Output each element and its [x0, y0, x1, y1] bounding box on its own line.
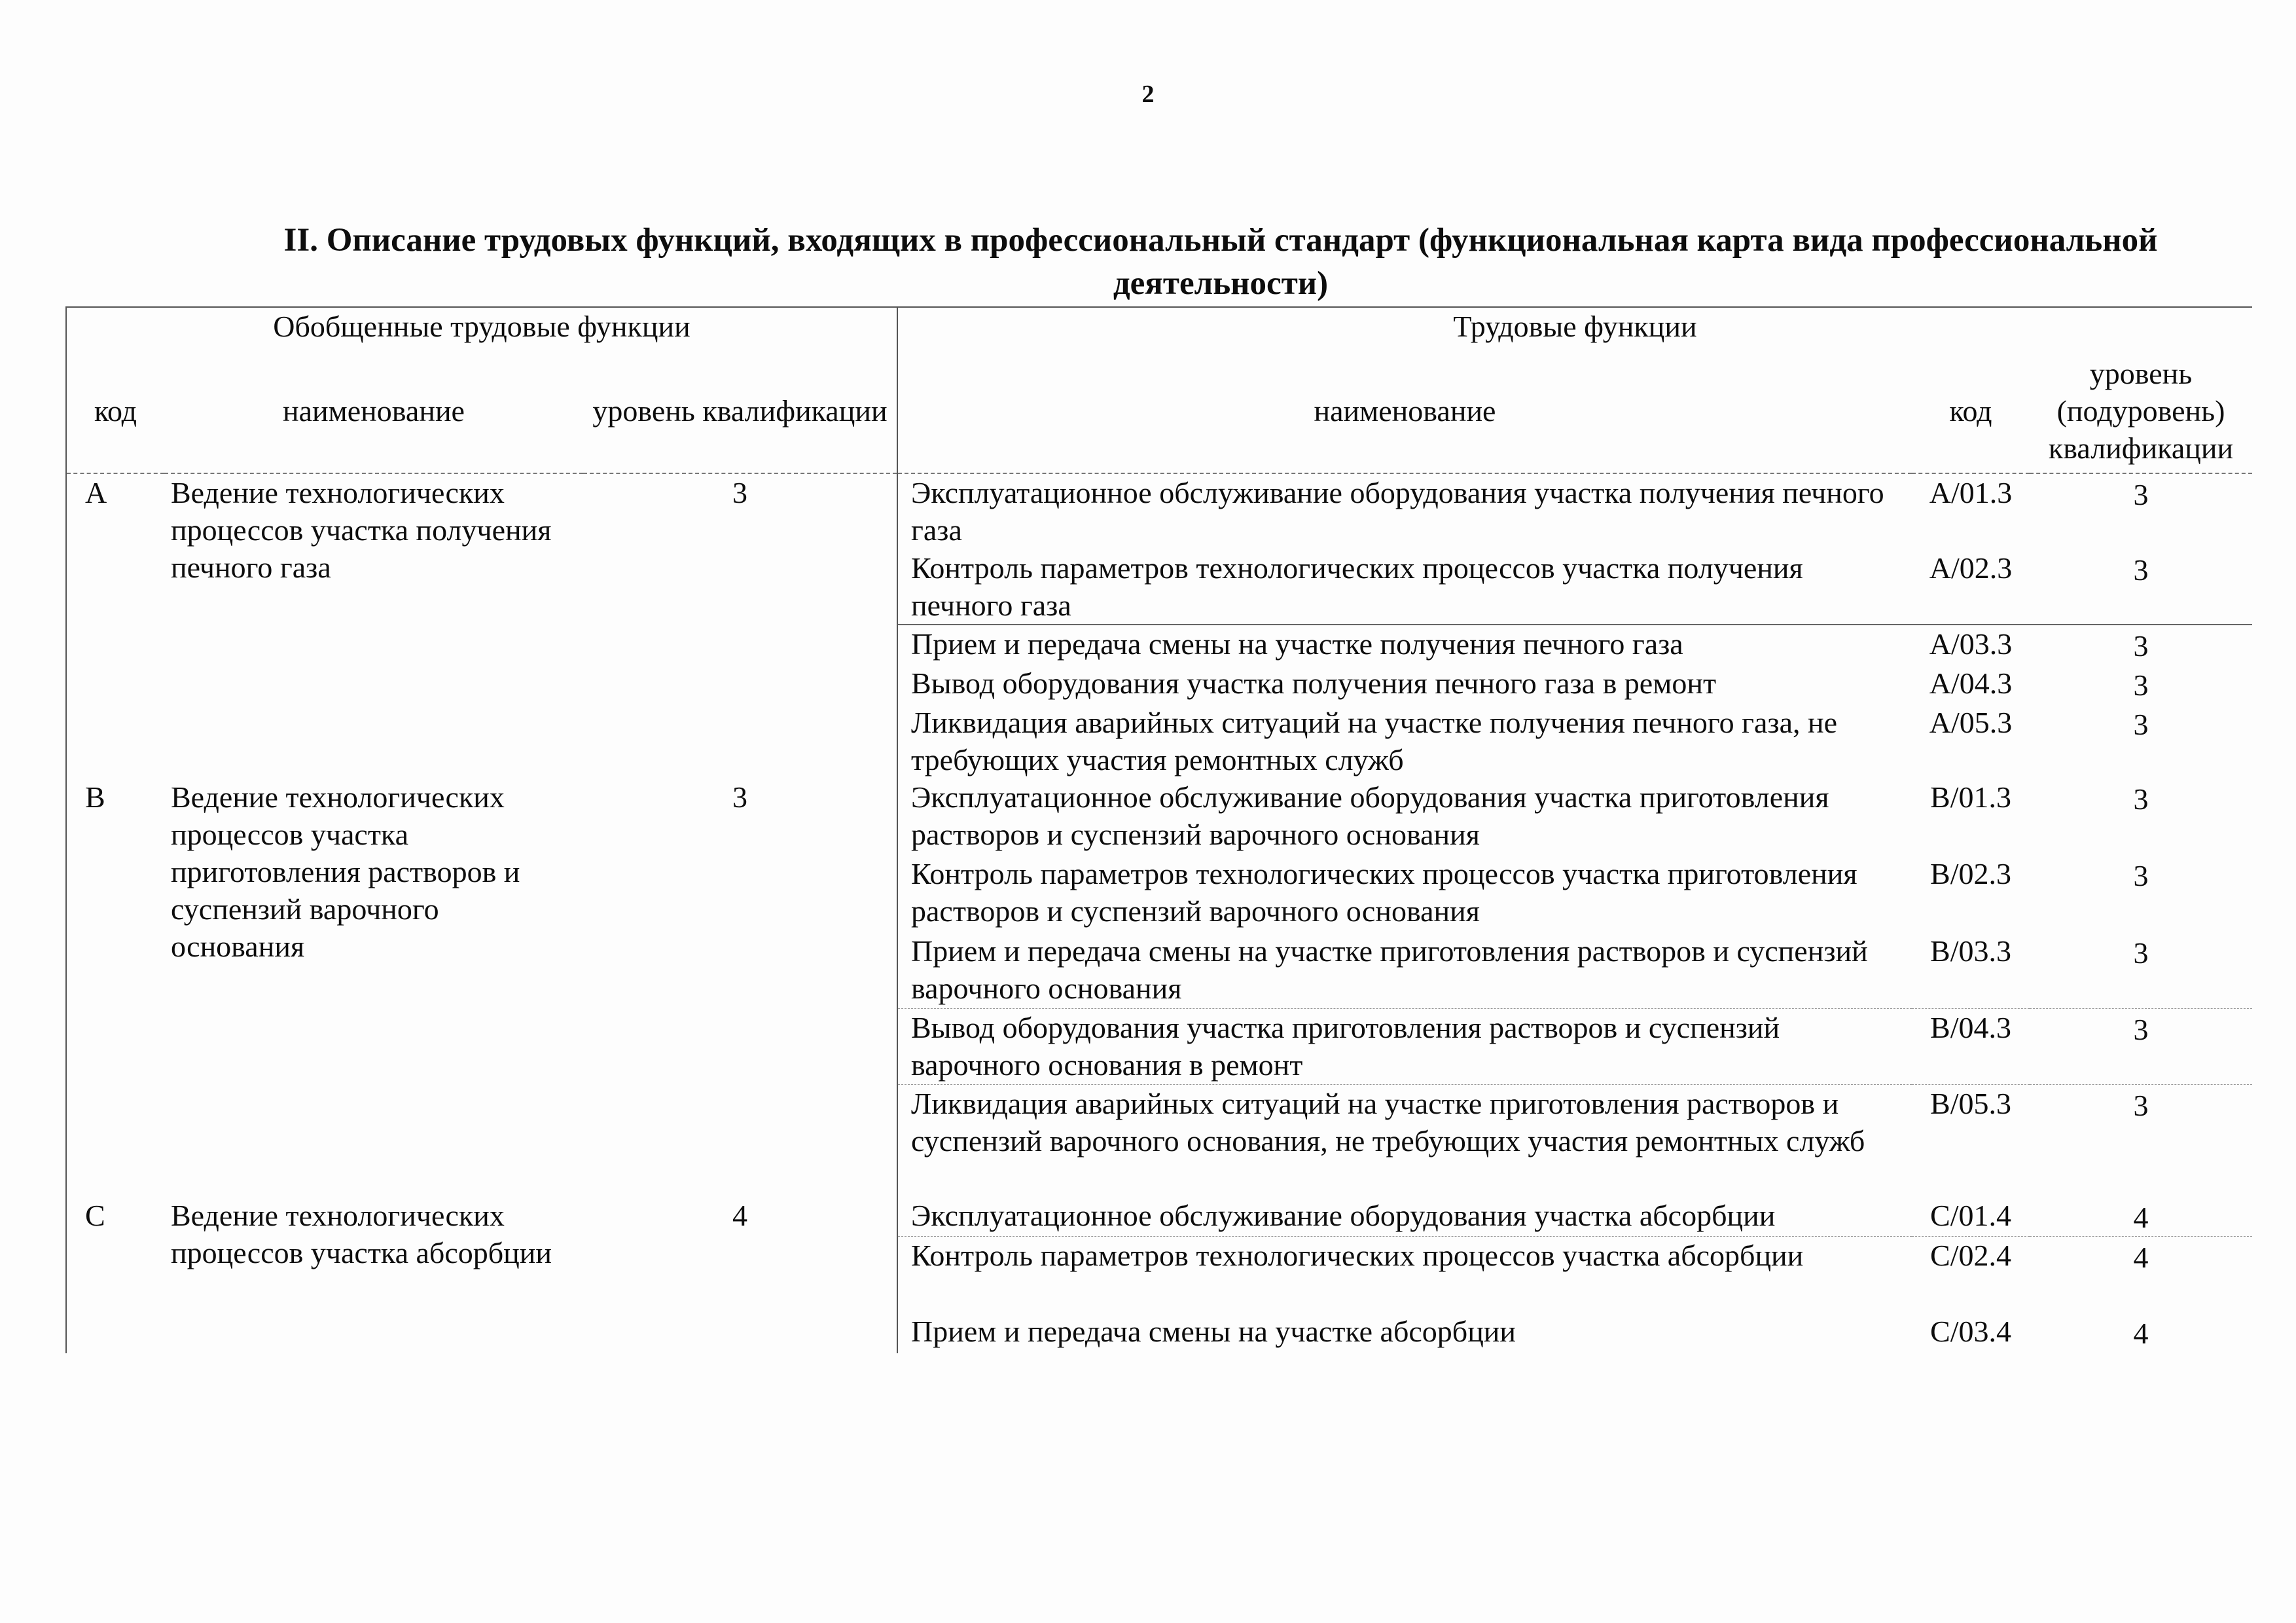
function-level: 3	[2030, 932, 2252, 1008]
header-column-row	[66, 348, 2252, 473]
function-code: B/02.3	[1930, 857, 2011, 890]
function-name: Эксплуатационное обслуживание оборудования участка получения печного газа	[897, 473, 1912, 549]
function-code: A/05.3	[1929, 706, 2013, 739]
table-row	[66, 778, 2252, 855]
function-level: 3	[2133, 553, 2149, 587]
header-function-level: уровень (подуровень) квалификации	[2030, 348, 2252, 473]
function-level: 3	[2133, 708, 2149, 741]
function-name: Вывод оборудования участка приготовления растворов и суспензий варочного основания в ремонт	[897, 1008, 1912, 1084]
header-function-name: наименование	[897, 348, 1912, 473]
function-code: C/01.4	[1912, 1197, 2030, 1237]
functional-map-table	[65, 306, 2252, 1353]
page-title: II. Описание трудовых функций, входящих в профессиональный стандарт (функциональная карта вида профессиональной деятельности)	[283, 222, 2158, 302]
function-name: Прием и передача смены на участке приготовления растворов и суспензий варочного основания	[897, 932, 1912, 1008]
function-name: Ликвидация аварийных ситуаций на участке приготовления растворов и суспензий варочного основания, не требующих участия ремонтных служб	[897, 1084, 1912, 1197]
table-row	[66, 473, 2252, 549]
function-level: 3	[2133, 668, 2149, 702]
function-name: Вывод оборудования участка получения печного газа в ремонт	[897, 665, 1912, 704]
header-generalized-functions: Обобщенные трудовые функции	[66, 307, 897, 348]
function-level: 3	[2133, 859, 2149, 892]
function-code: B/03.3	[1912, 932, 2030, 1008]
header-code: код	[66, 348, 164, 473]
group-code: C	[66, 1197, 164, 1353]
header-name: наименование	[164, 348, 583, 473]
function-code: A/03.3	[1912, 625, 2030, 665]
group-name: Ведение технологических процессов участка приготовления растворов и суспензий варочного основания	[171, 780, 520, 963]
function-code: B/04.3	[1912, 1008, 2030, 1084]
function-name: Контроль параметров технологических процессов участка приготовления растворов и суспензий варочного основания	[897, 855, 1912, 932]
function-code: A/04.3	[1929, 666, 2013, 700]
page-number: 2	[1141, 81, 1155, 108]
group-code: B	[66, 778, 164, 1197]
table-row	[66, 1197, 2252, 1237]
function-code: B/01.3	[1930, 780, 2011, 814]
function-name: Эксплуатационное обслуживание оборудования участка абсорбции	[897, 1197, 1912, 1237]
group-level: 4	[732, 1199, 747, 1232]
function-code: B/05.3	[1930, 1086, 2011, 1120]
header-labor-functions: Трудовые функции	[897, 307, 2252, 348]
function-code: C/03.4	[1930, 1314, 2011, 1348]
header-qualification-level: уровень квалификации	[583, 348, 897, 473]
function-name: Ликвидация аварийных ситуаций на участке получения печного газа, не требующих участия ремонтных служб	[897, 704, 1912, 778]
group-name: Ведение технологических процессов участка абсорбции	[171, 1199, 552, 1269]
function-name: Контроль параметров технологических процессов участка абсорбции	[897, 1237, 1912, 1313]
function-level: 4	[2030, 1197, 2252, 1237]
function-level: 3	[2133, 1088, 2149, 1122]
function-name: Прием и передача смены на участке абсорбции	[897, 1313, 1912, 1353]
function-code: C/02.4	[1930, 1239, 2011, 1272]
function-name: Контроль параметров технологических процессов участка получения печного газа	[897, 549, 1912, 625]
function-level: 3	[2133, 478, 2149, 511]
function-level: 3	[2030, 1008, 2252, 1084]
function-code: A/02.3	[1929, 551, 2013, 585]
group-level: 3	[732, 780, 747, 814]
function-level: 3	[2030, 625, 2252, 665]
group-name: Ведение технологических процессов участка получения печного газа	[171, 476, 552, 584]
header-function-code: код	[1912, 348, 2030, 473]
function-level: 3	[2133, 782, 2149, 816]
function-level: 4	[2133, 1316, 2149, 1350]
function-name: Прием и передача смены на участке получения печного газа	[897, 625, 1912, 665]
group-code: A	[66, 473, 164, 778]
function-code: A/01.3	[1929, 476, 2013, 509]
function-name: Эксплуатационное обслуживание оборудования участка приготовления растворов и суспензий варочного основания	[897, 778, 1912, 855]
group-level: 3	[732, 476, 747, 509]
header-group-row	[66, 307, 2252, 348]
function-level: 4	[2133, 1241, 2149, 1274]
